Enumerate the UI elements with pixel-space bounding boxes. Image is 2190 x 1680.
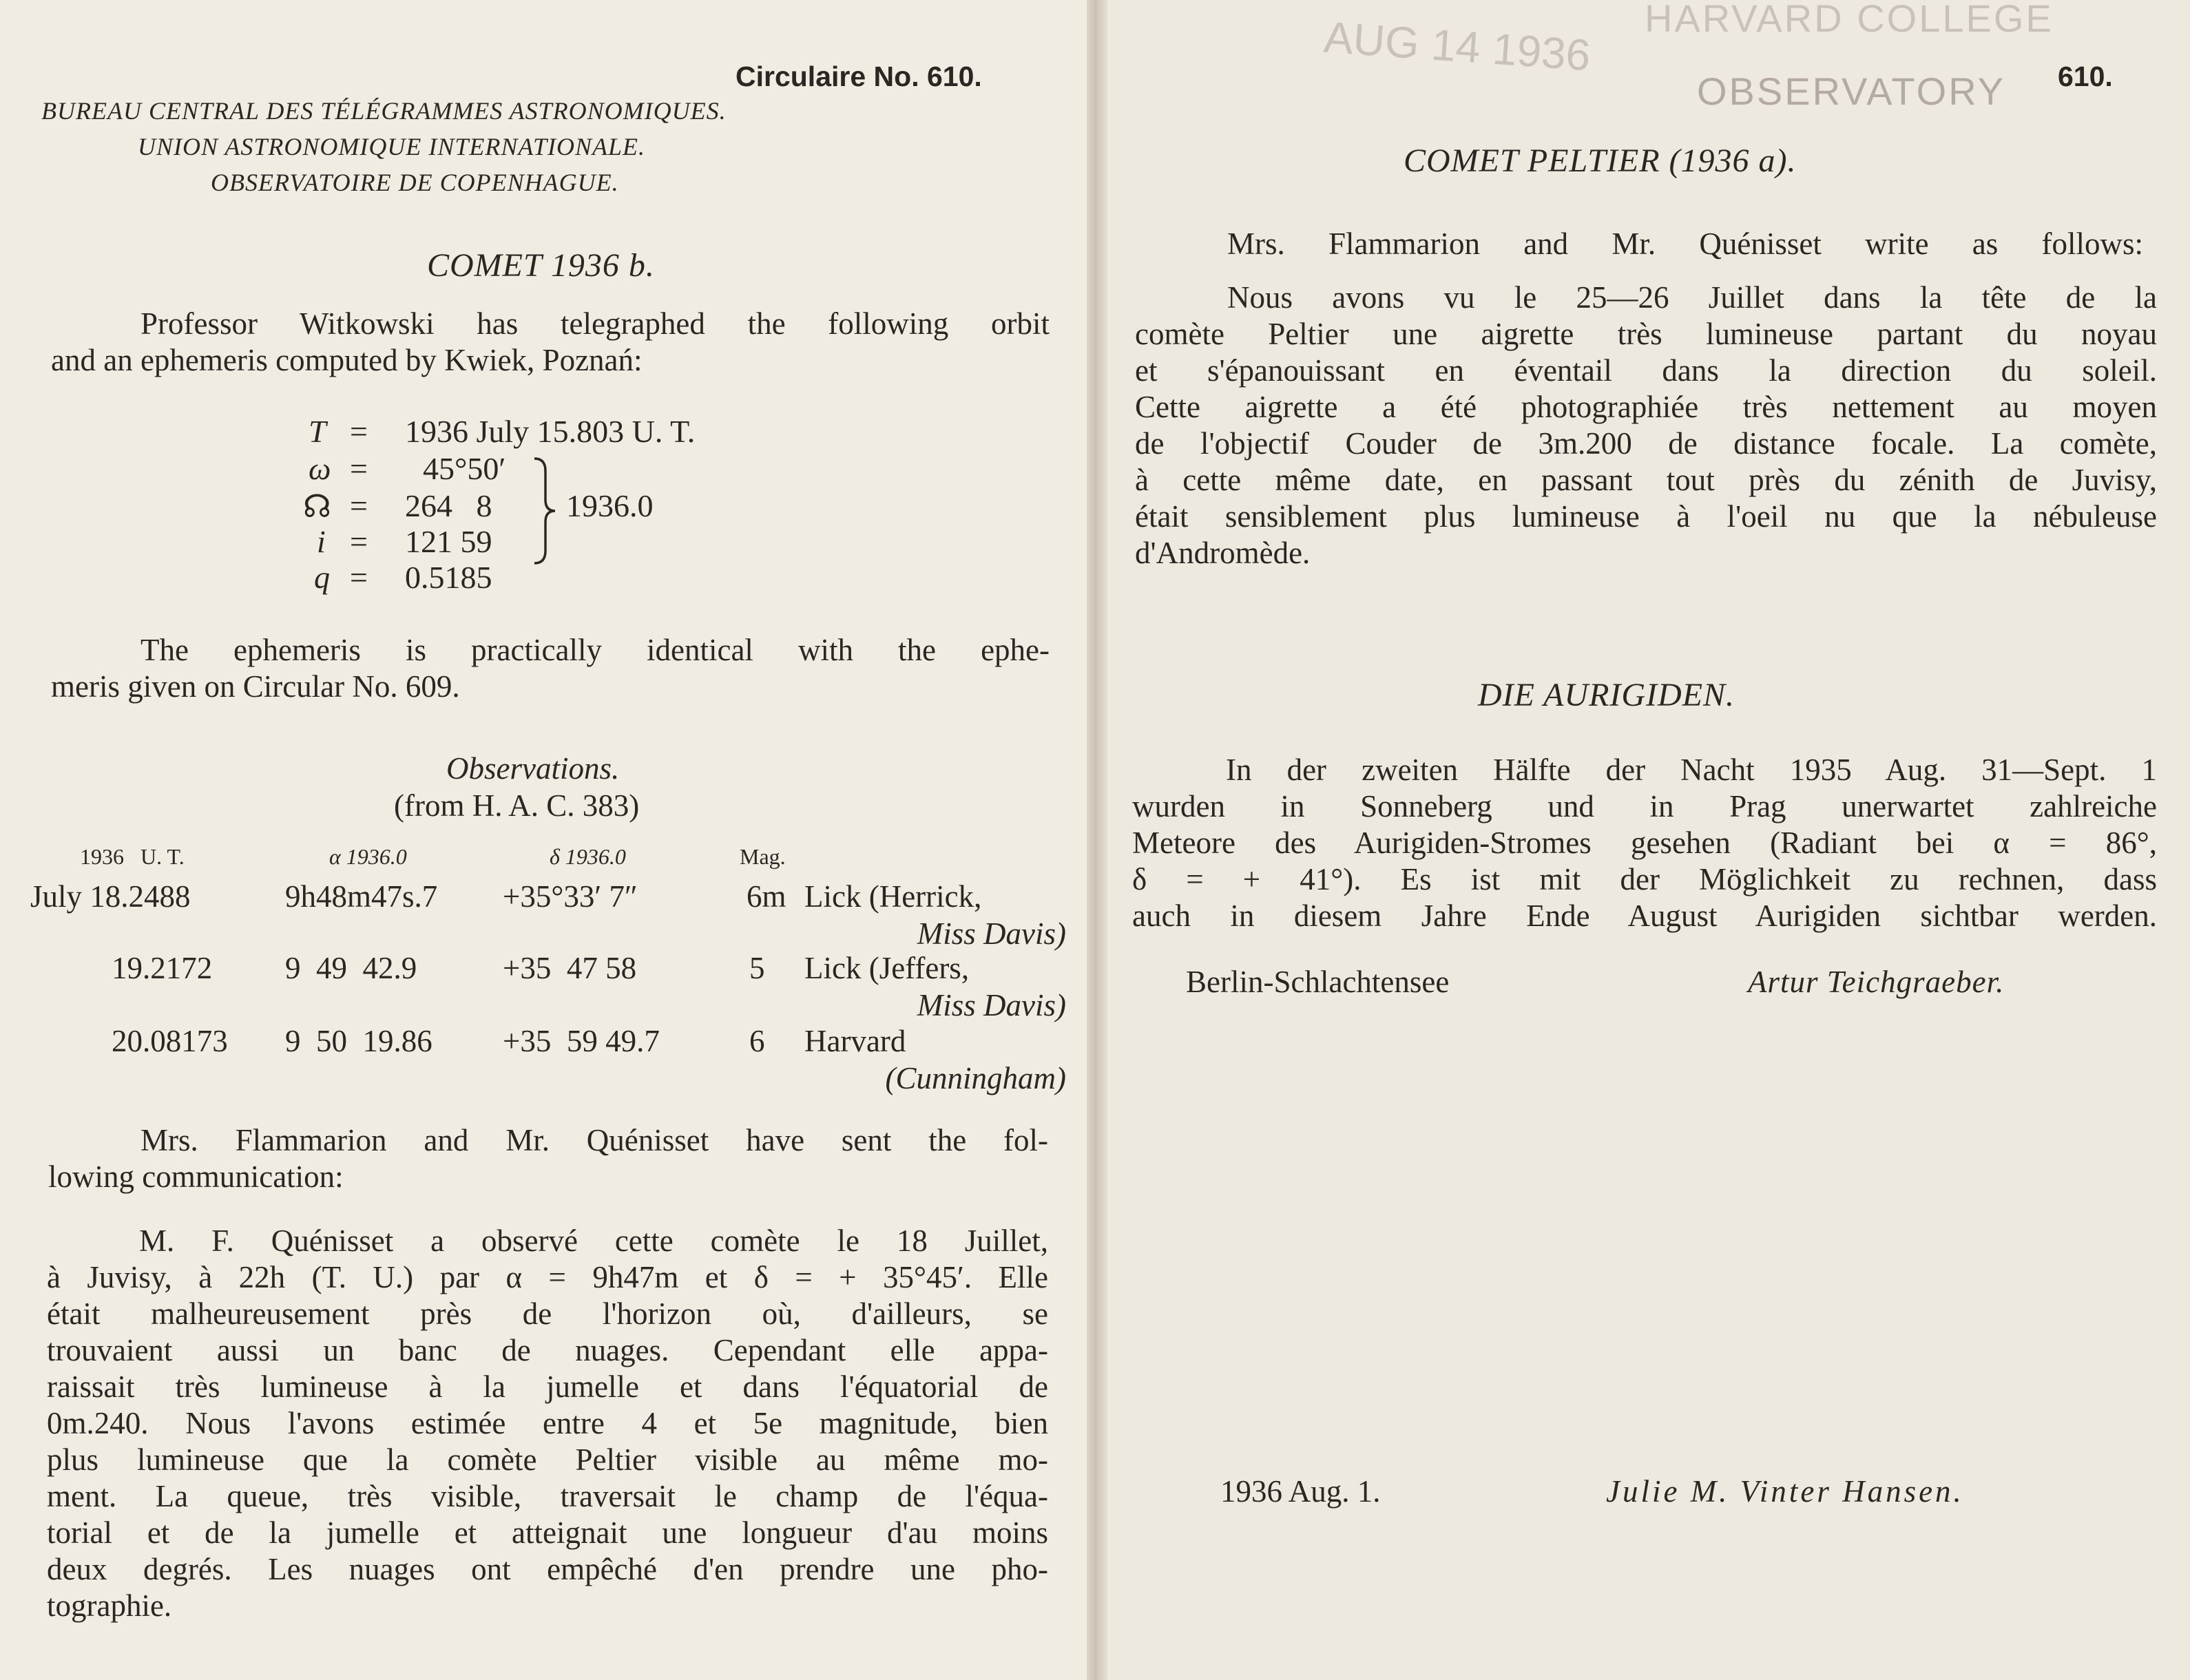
orbit-brace-icon (532, 456, 559, 566)
paragraph-line: M. F. Quénisset a observé cette comète le 18 Juillet, (139, 1224, 1048, 1258)
ephemeris-line: meris given on Circular No. 609. (51, 669, 460, 704)
stamp-date: AUG 14 1936 (1322, 12, 1592, 81)
paragraph-line: auch in diesem Jahre Ende August Aurigiden sichtbar werden. (1132, 899, 2157, 933)
paragraph-line: comète Peltier une aigrette très lumineuse partant du noyau (1135, 317, 2157, 351)
stamp-college: HARVARD COLLEGE (1645, 0, 2054, 40)
paragraph-line: deux degrés. Les nuages ont empêché d'en prendre une pho- (47, 1552, 1048, 1586)
observations-source: (from H. A. C. 383) (394, 788, 640, 823)
paragraph-line: était malheureusement près de l'horizon où, d'ailleurs, se (47, 1296, 1048, 1331)
section-title-aurigiden: DIE AURIGIDEN. (1478, 677, 1735, 713)
obs-date: 19.2172 (112, 951, 213, 985)
stamp-observatory: OBSERVATORY (1697, 70, 2005, 113)
orbit-q-label: q (314, 560, 330, 595)
obs-date: July 18.2488 (30, 879, 191, 914)
observations-title: Observations. (446, 751, 620, 786)
orbit-i-label: i (317, 524, 326, 559)
aurigiden-author: Artur Teichgraeber. (1748, 965, 2005, 999)
obs-observer: Lick (Jeffers, (804, 951, 970, 985)
paragraph-line: torial et de la jumelle et atteignait une longueur d'au moins (47, 1515, 1048, 1550)
paragraph-line: à Juvisy, à 22h (T. U.) par α = 9h47m et δ = + 35°45′. Elle (47, 1260, 1048, 1294)
obs-ra: 9h48m47s.7 (285, 879, 438, 914)
orbit-node-value: 264 8 (405, 488, 492, 523)
obs-header-dec: δ 1936.0 (550, 844, 626, 869)
communication-line: Mrs. Flammarion and Mr. Quénisset have sent the fol- (140, 1123, 1048, 1157)
paragraph-line: wurden in Sonneberg und in Prag unerwartet zahlreiche (1132, 789, 2157, 823)
paragraph-line: et s'épanouissant en éventail dans la direction du soleil. (1135, 353, 2157, 388)
communication-line: lowing communication: (48, 1159, 344, 1194)
obs-header-date: 1936 U. T. (80, 844, 185, 869)
paragraph-line: était sensiblement plus lumineuse à l'oeil nu que la nébuleuse (1135, 499, 2157, 534)
obs-dec: +35 59 49.7 (503, 1024, 660, 1058)
orbit-omega-value: 45°50′ (423, 451, 506, 486)
left-page (0, 0, 1087, 1680)
orbit-equinox: 1936.0 (566, 488, 654, 523)
orbit-node-label: ☊ (303, 489, 331, 524)
ephemeris-paragraph (51, 632, 1050, 705)
obs-mag: 6 (749, 1024, 765, 1058)
paragraph-line: plus lumineuse que la comète Peltier visible au même mo- (47, 1442, 1048, 1477)
aurigiden-place: Berlin-Schlachtensee (1186, 965, 1450, 999)
obs-observer-cont: Miss Davis) (917, 988, 1066, 1022)
header-line-union: UNION ASTRONOMIQUE INTERNATIONALE. (138, 133, 646, 160)
paragraph-line: δ = + 41°). Es ist mit der Möglichkeit zu rechnen, dass (1132, 862, 2157, 896)
paragraph-line: In der zweiten Hälfte der Nacht 1935 Aug. 31—Sept. 1 (1226, 753, 2157, 787)
paragraph-line: Nous avons vu le 25—26 Juillet dans la tête de la (1227, 280, 2157, 315)
obs-observer-cont: Miss Davis) (917, 916, 1066, 951)
orbit-omega-label: ω (309, 451, 331, 486)
paragraph-line: 0m.240. Nous l'avons estimée entre 4 et 5e magnitude, bien (47, 1406, 1048, 1440)
obs-observer-cont: (Cunningham) (885, 1061, 1066, 1095)
book-gutter (1087, 0, 1107, 1680)
obs-ra: 9 50 19.86 (285, 1024, 432, 1058)
intro-paragraph (51, 306, 1050, 379)
paragraph-line: Meteore des Aurigiden-Stromes gesehen (Radiant bei α = 86°, (1132, 826, 2157, 860)
obs-dec: +35°33′ 7″ (503, 879, 638, 914)
orbit-equals: = (350, 488, 368, 523)
quenisset-paragraph (47, 1223, 1048, 1624)
communication-paragraph (48, 1122, 1048, 1195)
obs-mag: 5 (749, 951, 765, 985)
obs-mag: 6m (747, 879, 786, 914)
orbit-T-label: T (309, 414, 326, 449)
page-number: 610. (2058, 61, 2113, 92)
orbit-equals: = (350, 560, 368, 595)
orbit-equals: = (350, 414, 368, 449)
intro-line: and an ephemeris computed by Kwiek, Poznań: (51, 343, 643, 377)
orbit-i-value: 121 59 (405, 524, 492, 559)
orbit-q-value: 0.5185 (405, 560, 492, 595)
intro-line: Professor Witkowski has telegraphed the following orbit (140, 306, 1050, 341)
ephemeris-line: The ephemeris is practically identical with the ephe- (140, 633, 1050, 667)
orbit-equals: = (350, 524, 368, 559)
paragraph-line: Cette aigrette a été photographiée très nettement au moyen (1135, 390, 2157, 424)
obs-ra: 9 49 42.9 (285, 951, 417, 985)
circular-date: 1936 Aug. 1. (1220, 1474, 1381, 1509)
paragraph-line: ment. La queue, très visible, traversait le champ de l'équa- (47, 1479, 1048, 1513)
paragraph-line: tographie. (47, 1588, 172, 1623)
orbit-equals: = (350, 451, 368, 486)
right-page (1107, 0, 2190, 1680)
obs-observer: Lick (Herrick, (804, 879, 982, 914)
paragraph-line: à cette même date, en passant tout près du zénith de Juvisy, (1135, 463, 2157, 497)
section-title-comet-1936b: COMET 1936 b. (427, 247, 655, 284)
obs-header-mag: Mag. (740, 844, 786, 869)
obs-header-ra: α 1936.0 (329, 844, 407, 869)
header-line-bureau: BUREAU CENTRAL DES TÉLÉGRAMMES ASTRONOMIQUES. (41, 97, 727, 125)
paragraph-line: trouvaient aussi un banc de nuages. Cependant elle appa- (47, 1333, 1048, 1367)
orbit-T-value: 1936 July 15.803 U. T. (405, 414, 696, 449)
peltier-paragraph (1135, 280, 2157, 571)
section-title-comet-peltier: COMET PELTIER (1936 a). (1404, 143, 1797, 179)
signature: Julie M. Vinter Hansen. (1606, 1474, 1964, 1509)
circular-number: Circulaire No. 610. (736, 61, 982, 92)
paragraph-line: raissait très lumineuse à la jumelle et dans l'équatorial de (47, 1369, 1048, 1404)
obs-date: 20.08173 (112, 1024, 228, 1058)
paragraph-line: de l'objectif Couder de 3m.200 de distance focale. La comète, (1135, 426, 2157, 461)
aurigiden-paragraph (1132, 752, 2157, 934)
obs-dec: +35 47 58 (503, 951, 637, 985)
write-line: Mrs. Flammarion and Mr. Quénisset write as follows: (1227, 227, 2143, 261)
paragraph-line: d'Andromède. (1135, 536, 1311, 570)
header-line-observatoire: OBSERVATOIRE DE COPENHAGUE. (211, 169, 619, 196)
obs-observer: Harvard (804, 1024, 906, 1058)
